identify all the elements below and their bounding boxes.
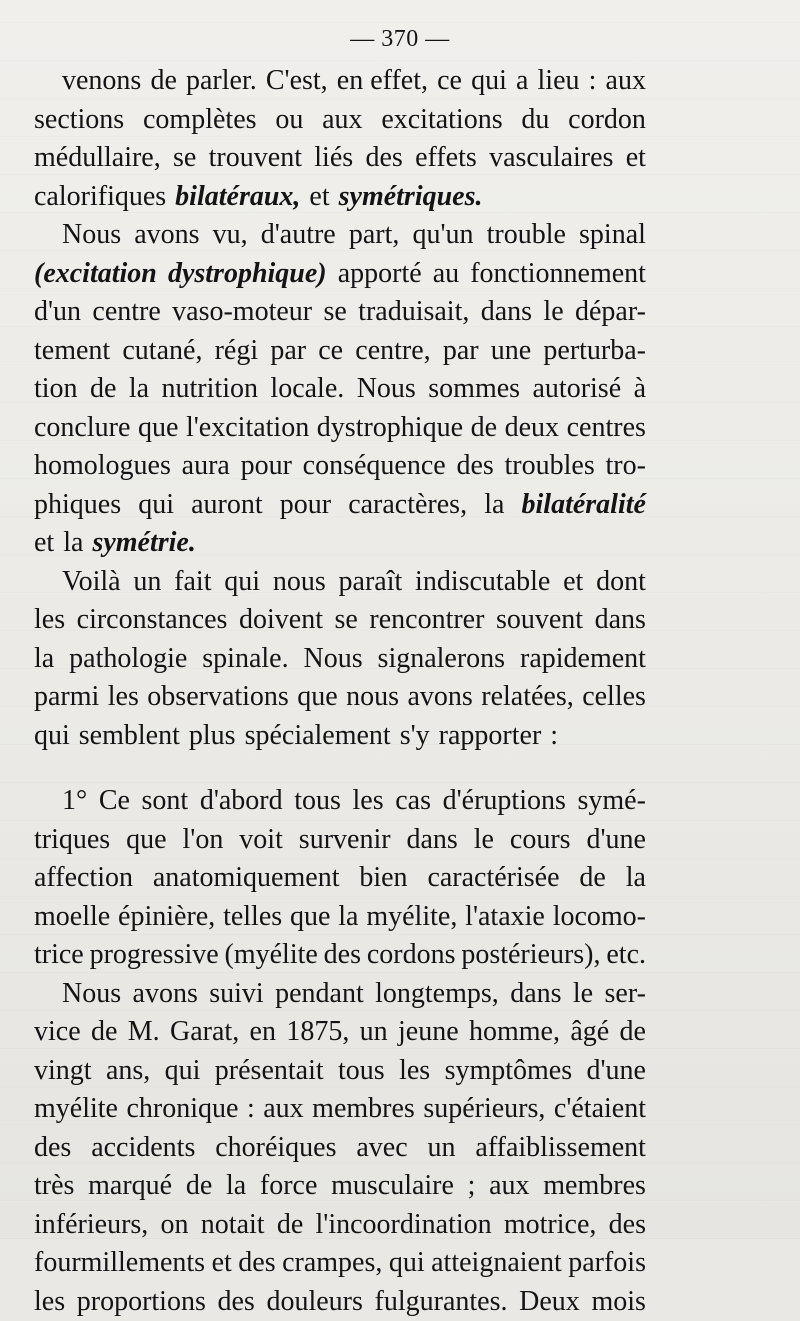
word: aux — [489, 1167, 529, 1206]
word: liés — [314, 139, 353, 178]
word: telles — [223, 898, 282, 937]
word: Ce — [99, 782, 130, 821]
text-line — [34, 678, 646, 717]
word: apporté — [338, 255, 422, 294]
word: paraît — [339, 563, 403, 602]
text-line — [34, 178, 646, 217]
word: sections — [34, 101, 124, 140]
word: atteignaient — [431, 1244, 562, 1283]
word: trouvent — [209, 139, 302, 178]
word: des — [34, 1129, 71, 1168]
word: homme, — [469, 1013, 560, 1052]
word: celles — [582, 678, 646, 717]
word: que — [126, 821, 166, 860]
word: : — [550, 717, 558, 756]
word: d'éruptions — [443, 782, 566, 821]
word: excitations — [381, 101, 502, 140]
word: tement — [34, 332, 110, 371]
word: des — [456, 447, 493, 486]
word: des — [324, 936, 361, 975]
word: doivent — [239, 601, 323, 640]
text-line — [34, 601, 646, 640]
word: affaiblissement — [475, 1129, 646, 1168]
word: bien — [359, 859, 407, 898]
word: autorisé — [532, 370, 621, 409]
word: par — [270, 332, 306, 371]
word: l'on — [183, 821, 224, 860]
word: locomo- — [553, 898, 646, 937]
word: qui — [138, 486, 174, 525]
word: calorifiques — [34, 178, 166, 217]
paragraph-gap — [34, 755, 646, 782]
word: tion — [34, 370, 78, 409]
word: du — [521, 101, 549, 140]
word: progressive — [90, 936, 219, 975]
word: la — [484, 486, 504, 525]
word: effets — [415, 139, 477, 178]
text-line — [34, 898, 646, 937]
word: marqué — [88, 1167, 172, 1206]
word: que — [138, 409, 178, 448]
text-line — [34, 139, 646, 178]
word: sont — [142, 782, 189, 821]
word: homologues — [34, 447, 171, 486]
word: qui — [224, 563, 260, 602]
word: symptômes — [445, 1052, 573, 1091]
word: aura — [182, 447, 230, 486]
word: se — [335, 601, 358, 640]
word: motrice, — [504, 1206, 597, 1245]
word: ce — [318, 332, 343, 371]
word: complètes — [143, 101, 257, 140]
word: de — [579, 859, 605, 898]
text-line — [34, 409, 646, 448]
word: le — [573, 975, 593, 1014]
word: un — [428, 1129, 456, 1168]
word: et — [309, 178, 329, 217]
word: pour — [241, 447, 292, 486]
word: suivi — [209, 975, 263, 1014]
word: des — [238, 1244, 275, 1283]
word: de — [150, 62, 176, 101]
word: un — [133, 563, 161, 602]
word: c'étaient — [554, 1090, 646, 1129]
word: les — [353, 782, 384, 821]
text-line — [34, 936, 646, 975]
word: tous — [294, 782, 341, 821]
text-line — [34, 1052, 646, 1091]
word: avec — [356, 1129, 407, 1168]
paragraph — [34, 782, 646, 975]
word: plus — [189, 717, 236, 756]
text-line — [34, 486, 646, 525]
word: ser- — [605, 975, 646, 1014]
word: conséquence — [303, 447, 446, 486]
word: très — [34, 1167, 74, 1206]
word: chronique — [126, 1090, 238, 1129]
text-line — [34, 255, 646, 294]
word: C'est, — [266, 62, 328, 101]
word: nous — [346, 678, 399, 717]
word: musculaire — [331, 1167, 454, 1206]
text-line — [34, 293, 646, 332]
word: rencontrer — [369, 601, 484, 640]
word: s'y — [400, 717, 430, 756]
word: présentait — [215, 1052, 324, 1091]
text-line — [34, 62, 646, 101]
word: on — [161, 1206, 189, 1245]
word: force — [260, 1167, 318, 1206]
word: ; — [468, 1167, 476, 1206]
text-line — [34, 332, 646, 371]
word: myélite, — [366, 898, 457, 937]
word: etc. — [606, 936, 646, 975]
text-line — [34, 975, 646, 1014]
word: de — [186, 1167, 212, 1206]
word: l'ataxie — [465, 898, 545, 937]
text-line — [34, 1206, 646, 1245]
word: parfois — [568, 1244, 646, 1283]
word: souvent — [496, 601, 583, 640]
word: auront — [191, 486, 263, 525]
text-line — [34, 717, 646, 756]
word: et — [212, 1244, 232, 1283]
word: de — [277, 1206, 303, 1245]
word: que — [290, 898, 330, 937]
word: caractérisée — [427, 859, 559, 898]
word: rapporter — [439, 717, 542, 756]
word: dont — [596, 563, 646, 602]
word: qu'un — [412, 216, 473, 255]
text-line — [34, 1129, 646, 1168]
word: parmi — [34, 678, 99, 717]
word: fulgurantes. — [375, 1283, 508, 1321]
word: les — [108, 678, 139, 717]
text-line — [34, 1090, 646, 1129]
text-line — [34, 216, 646, 255]
word: caractères, — [348, 486, 467, 525]
word: le — [543, 293, 563, 332]
word: Garat, — [170, 1013, 239, 1052]
word: les — [34, 1283, 65, 1321]
word: et — [626, 139, 646, 178]
word: mois — [591, 1283, 645, 1321]
word: d'un — [34, 293, 81, 332]
page-number: — 370 — — [0, 22, 800, 56]
word: triques — [34, 821, 110, 860]
text-line — [34, 1013, 646, 1052]
word: une — [491, 332, 531, 371]
word: bilatéralité — [522, 486, 646, 525]
word: trice — [34, 936, 84, 975]
word: de — [91, 1013, 117, 1052]
word: Nous — [62, 216, 121, 255]
word: en effet, — [337, 62, 428, 101]
word: que — [297, 678, 337, 717]
word: dystrophique) — [168, 255, 327, 294]
word: dans — [481, 293, 532, 332]
word: la — [626, 859, 646, 898]
word: la — [63, 524, 83, 563]
word: aux — [263, 1090, 303, 1129]
word: proportions — [77, 1283, 206, 1321]
word: inférieurs, — [34, 1206, 148, 1245]
text-line — [34, 370, 646, 409]
word: un — [360, 1013, 388, 1052]
word: d'une — [587, 821, 646, 860]
word: fourmillements — [34, 1244, 205, 1283]
word: des — [218, 1283, 255, 1321]
word: myélite — [34, 1090, 118, 1129]
word: la — [34, 640, 54, 679]
word: circonstances — [77, 601, 228, 640]
paragraph — [34, 216, 646, 563]
word: en — [250, 1013, 276, 1052]
word: les — [399, 1052, 430, 1091]
word: M. — [128, 1013, 160, 1052]
word: cours — [510, 821, 571, 860]
word: centre — [92, 293, 160, 332]
word: se — [173, 139, 196, 178]
word: douleurs — [266, 1283, 362, 1321]
word: la — [226, 1167, 246, 1206]
word: pour — [280, 486, 331, 525]
word: conclure — [34, 409, 130, 448]
word: l'excitation — [186, 409, 309, 448]
text-line — [34, 524, 646, 563]
word: deux — [505, 409, 559, 448]
word: signalerons — [378, 640, 506, 679]
word: au — [433, 255, 459, 294]
word: voit — [239, 821, 283, 860]
word: spécialement — [245, 717, 391, 756]
word: à — [634, 370, 646, 409]
text-line — [34, 782, 646, 821]
page-text — [34, 62, 646, 1321]
word: nous — [273, 563, 326, 602]
word: de — [90, 370, 116, 409]
word: qui — [389, 1244, 425, 1283]
word: relatées, — [481, 678, 574, 717]
word: symé- — [578, 782, 646, 821]
word: de — [471, 409, 497, 448]
word: avons — [407, 678, 472, 717]
word: aux — [606, 62, 646, 101]
word: : — [247, 1090, 255, 1129]
word: jeune — [398, 1013, 459, 1052]
word: cutané, — [122, 332, 202, 371]
text-line — [34, 1283, 646, 1321]
paragraph — [34, 62, 646, 216]
word: centre, — [355, 332, 430, 371]
word: qui — [165, 1052, 201, 1091]
text-line — [34, 640, 646, 679]
word: des — [609, 1206, 646, 1245]
word: symétrie. — [92, 524, 195, 563]
word: âgé — [570, 1013, 609, 1052]
word: spinale. — [202, 640, 288, 679]
word: cordon — [568, 101, 646, 140]
word: locale. — [270, 370, 344, 409]
word: vaso-moteur — [172, 293, 312, 332]
word: l'incoordination — [316, 1206, 492, 1245]
word: troubles — [505, 447, 595, 486]
word: 1° — [62, 782, 87, 821]
word: d'abord — [200, 782, 283, 821]
word: ans, — [106, 1052, 150, 1091]
word: (excitation — [34, 255, 157, 294]
word: médullaire, — [34, 139, 161, 178]
word: par — [443, 332, 479, 371]
word: venons — [62, 62, 141, 101]
word: dystrophique — [317, 409, 463, 448]
word: survenir — [299, 821, 391, 860]
word: dans — [510, 975, 561, 1014]
word: des — [365, 139, 402, 178]
word: vice — [34, 1013, 81, 1052]
word: anatomiquement — [153, 859, 340, 898]
word: dans — [407, 821, 458, 860]
word: accidents — [91, 1129, 195, 1168]
word: longtemps, — [375, 975, 499, 1014]
text-line — [34, 447, 646, 486]
word: phiques — [34, 486, 121, 525]
word: affection — [34, 859, 133, 898]
word: la — [129, 370, 149, 409]
word: ou — [275, 101, 303, 140]
paragraph — [34, 975, 646, 1321]
text-line — [34, 101, 646, 140]
word: lieu — [538, 62, 580, 101]
word: parler. — [186, 62, 257, 101]
word: membres — [312, 1090, 415, 1129]
word: Nous — [304, 640, 363, 679]
word: dans — [595, 601, 646, 640]
text-line — [34, 1167, 646, 1206]
word: spinal — [579, 216, 646, 255]
word: avons — [133, 975, 198, 1014]
word: trouble — [487, 216, 566, 255]
word: part, — [349, 216, 400, 255]
text-line — [34, 1244, 646, 1283]
word: le — [474, 821, 494, 860]
word: les — [34, 601, 65, 640]
word: régi — [215, 332, 259, 371]
word: centres — [567, 409, 646, 448]
word: perturba- — [543, 332, 646, 371]
word: Nous — [62, 975, 121, 1014]
word: vu, — [213, 216, 248, 255]
word: épinière, — [118, 898, 215, 937]
word: et — [563, 563, 583, 602]
word: ce — [437, 62, 462, 101]
word: traduisait, — [358, 293, 469, 332]
word: observations — [147, 678, 289, 717]
word: d'une — [587, 1052, 646, 1091]
word: cordons — [367, 936, 456, 975]
text-line — [34, 821, 646, 860]
text-line — [34, 859, 646, 898]
word: bilatéraux, — [175, 178, 300, 217]
word: tro- — [606, 447, 646, 486]
word: Nous — [357, 370, 416, 409]
word: cas — [395, 782, 431, 821]
word: vingt — [34, 1052, 92, 1091]
word: se — [323, 293, 346, 332]
word: avons — [134, 216, 199, 255]
word: rapidement — [520, 640, 646, 679]
word: indiscutable — [415, 563, 550, 602]
word: Voilà — [62, 563, 121, 602]
word: crampes, — [282, 1244, 382, 1283]
word: choréiques — [215, 1129, 336, 1168]
word: sommes — [428, 370, 520, 409]
word: Deux — [519, 1283, 580, 1321]
word: d'autre — [261, 216, 336, 255]
word: aux — [322, 101, 362, 140]
word: et — [34, 524, 54, 563]
word: 1875, — [286, 1013, 349, 1052]
word: supérieurs, — [423, 1090, 545, 1129]
word: dépar- — [575, 293, 646, 332]
word: de — [620, 1013, 646, 1052]
word: qui — [34, 717, 70, 756]
word: la — [338, 898, 358, 937]
word: qui — [471, 62, 507, 101]
word: : — [589, 62, 597, 101]
paragraph — [34, 563, 646, 756]
word: (myélite — [225, 936, 318, 975]
word: pathologie — [69, 640, 187, 679]
word: moelle — [34, 898, 110, 937]
text-line — [34, 563, 646, 602]
word: membres — [543, 1167, 646, 1206]
word: symétriques. — [339, 178, 483, 217]
word: vasculaires — [489, 139, 613, 178]
word: pendant — [275, 975, 364, 1014]
word: semblent — [79, 717, 180, 756]
word: tous — [338, 1052, 385, 1091]
word: postérieurs), — [461, 936, 600, 975]
word: notait — [201, 1206, 265, 1245]
word: fait — [174, 563, 211, 602]
word: fonctionnement — [470, 255, 646, 294]
word: a — [516, 62, 528, 101]
word: nutrition — [162, 370, 258, 409]
